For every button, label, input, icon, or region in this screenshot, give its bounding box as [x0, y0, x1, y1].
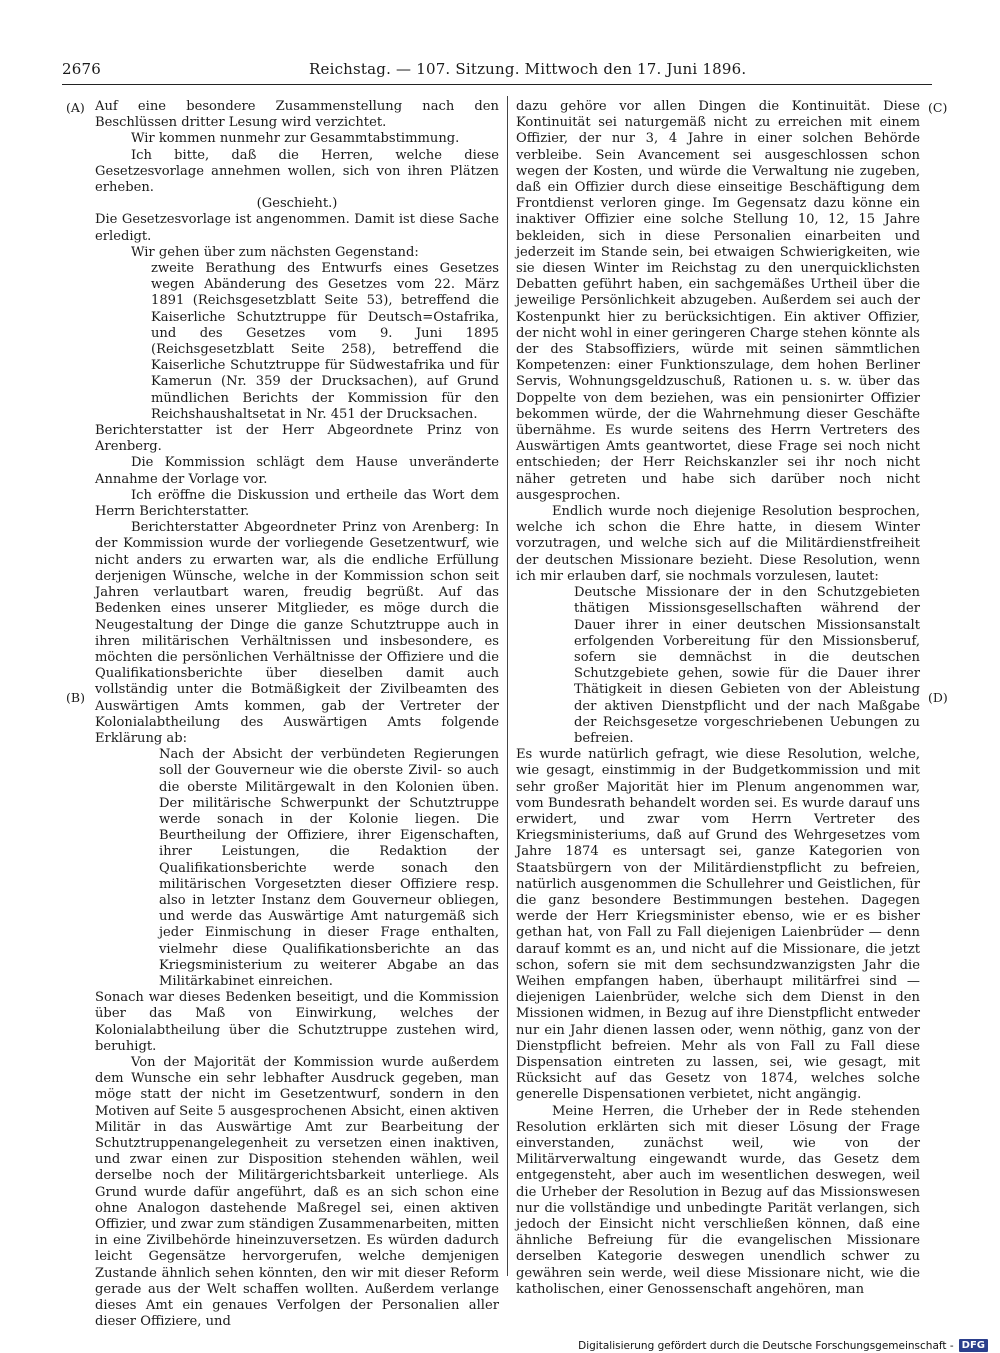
header-rule: [62, 84, 932, 85]
margin-mark-d: (D): [928, 690, 948, 705]
paragraph: Sonach war dieses Bedenken beseitigt, und die Kommission über das Maß von Einwirkung, welches der Kolonialabtheilung über die Schutztruppe zustehen wird, beruhigt.: [95, 990, 499, 1054]
page-header: [62, 58, 932, 80]
dfg-logo-icon: DFG: [959, 1339, 988, 1352]
paragraph: Berichterstatter ist der Herr Abgeordnete Prinz von Arenberg.: [95, 423, 499, 455]
paragraph: Es wurde natürlich gefragt, wie diese Resolution, welche, wie gesagt, einstimmig in der Budgetkommission und mit sehr großer Majorität hier im Plenum angenommen war, vom Bundesrath behandelt worden sei. Es wurde darauf uns erwidert, und zwar vom Herrn Vertreter des Kriegsministeriums, daß auf Grund des Wehrgesetzes vom Jahre 1874 es untersagt sei, ganze Kategorien von Staatsbürgern von der Militärdienstpflicht zu befreien, natürlich ausgenommen die Schullehrer und Geistlichen, für die ganz besondere Bestimmungen bestehen. Dagegen werde der Herr Kriegsminister ebenso, wie er es bisher gethan hat, von Fall zu Fall diejenigen Laienbrüder — denn darauf kommt es an, und nicht auf die Missionare, die jetzt schon, sofern sie mit dem sechsundzwanzigsten Jahr die Weihen empfangen haben, überhaupt militärfrei sind — diejenigen Laienbrüder, welche sich dem Dienst in den Missionen widmen, in Bezug auf ihre Dienstpflicht entweder nur ein Jahr dienen lassen oder, wenn nöthig, ganz von der Dienstpflicht befreien. Mehr als von Fall zu Fall diese Dispensation eintreten zu lassen, sei, wie gesagt, mit Rücksicht auf das Gesetz von 1874, welches solche generelle Dispensationen verbietet, nicht angängig.: [516, 747, 920, 1103]
quoted-resolution: Deutsche Missionare der in den Schutzgebieten thätigen Missionsgesellschaften während der Dauer ihrer in einer deutschen Missionsanstalt erfolgenden Vorbereitung für den Missionsberuf, sofern sie demnächst in die deutschen Schutzgebiete gehen, sowie für die Dauer ihrer Thätigkeit in diesen Gebieten von der Ableistung der aktiven Dienstpflicht und der nach Maßgabe der Reichsgesetze vorgeschriebenen Uebungen zu befreien.: [574, 585, 920, 746]
paragraph: Auf eine besondere Zusammenstellung nach den Beschlüssen dritter Lesung wird verzichtet.: [95, 99, 499, 131]
paragraph: Die Gesetzesvorlage ist angenommen. Damit ist diese Sache erledigt.: [95, 212, 499, 244]
digitization-footer: [578, 1339, 988, 1352]
page-number: 2676: [62, 60, 101, 78]
agenda-item: zweite Berathung des Entwurfs eines Gesetzes wegen Abänderung des Gesetzes vom 22. März 1891 (Reichsgesetzblatt Seite 53), betreffend die Kaiserliche Schutztruppe für Deutsch=Ostafrika, und des Gesetzes vom 9. Juni 1895 (Reichsgesetzblatt Seite 258), betreffend die Kaiserliche Schutztruppe für Südwestafrika und für Kamerun (Nr. 359 der Drucksachen), auf Grund mündlichen Berichts der Kommission für den Reichshaushaltsetat in Nr. 451 der Drucksachen.: [151, 261, 499, 422]
paragraph: Meine Herren, die Urheber der in Rede stehenden Resolution erklärten sich mit dieser Lösung der Frage einverstanden, zunächst weil, wie von der Militärverwaltung eingewandt wurde, das Gesetz dem entgegensteht, aber auch im wesentlichen deswegen, weil die Urheber der Resolution in Bezug auf das Missionswesen nur die vollständige und unbedingte Parität verlangen, sich jedoch der Einsicht nicht verschließen können, daß eine ähnliche Befreiung für die evangelischen Missionare derselben Kategorie deswegen unendlich schwer zu gewähren sein werde, weil diese Missionare nicht, wie die katholischen, einer Genossenschaft angehören, man: [516, 1103, 920, 1297]
paragraph: Ich eröffne die Diskussion und ertheile das Wort dem Herrn Berichterstatter.: [95, 487, 499, 520]
speech-paragraph: Berichterstatter Abgeordneter Prinz von Arenberg: In der Kommission wurde der vorliegende Gesetzentwurf, wie nicht anders zu erwarten war, als die endliche Erfüllung derjenigen Wünsche, welche in der Kommission schon seit Jahren verlautbart waren, freudig begrüßt. Auf das Bedenken eines unserer Mitglieder, es möge durch die Neugestaltung der Dinge die ganze Schutztruppe auch in ihren militärischen Verhältnissen und insbesondere, es möchten die persönlichen Verhältnisse der Offiziere und die Qualifikationsberichte über dieselben damit auch vollständig unter die Botmäßigkeit der Zivilbeamten des Auswärtigen Amts kommen, gab der Vertreter der Kolonialabtheilung des Auswärtigen Amts folgende Erklärung ab:: [95, 520, 499, 746]
paragraph: dazu gehöre vor allen Dingen die Kontinuität. Diese Kontinuität sei naturgemäß nicht zu erreichen mit einem Offizier, der nur 3, 4 Jahre in einer solchen Behörde verbleibe. Sein Avancement sei ausgeschlossen schon wegen der Kosten, und würde die Verwaltung nie zugeben, daß ein Offizier durch diese einseitige Beschäftigung dem Frontdienst verloren ginge. Im Gegensatz dazu könne ein inaktiver Offizier eine solche Stellung 10, 12, 15 Jahre bekleiden, sich in diese Personalien einarbeiten und jederzeit im Stande sein, bei etwaigen Schwierigkeiten, wie sie diesen Winter im Reichstag zu den unerquicklichsten Debatten geführt haben, ein sachgemäßes Urtheil über die jeweilige Persönlichkeit abzugeben. Außerdem sei auch der Kostenpunkt hier zu berücksichtigen. Ein aktiver Offizier, der nicht wohl in einer geringeren Charge stehen könnte als der des Stabsoffiziers, würde mit seinen sämmtlichen Kompetenzen: einer Funktionszulage, dem hohen Berliner Servis, Wohnungsgeldzuschuß, Rationen u. s. w. über das Doppelte von dem beziehen, was ein pensionirter Offizier bekommen würde, der die Wahrnehmung dieser Geschäfte übernähme. Es wurde seitens des Herrn Vertreters des Auswärtigen Amts geantwortet, diese Frage sei noch nicht entschieden; der Herr Reichskanzler sei ihr noch nicht näher getreten und habe sich darüber noch nicht ausgesprochen.: [516, 99, 920, 503]
running-title: Reichstag. — 107. Sitzung. Mittwoch den 17. Juni 1896.: [309, 60, 747, 78]
quoted-declaration: Nach der Absicht der verbündeten Regierungen soll der Gouverneur wie die oberste Zivil- so auch die oberste Militärgewalt in den Kolonien üben. Der militärische Schwerpunkt der Schutztruppe werde sonach in der Kolonie liegen. Die Beurtheilung der Offiziere, ihrer Eigenschaften, ihrer Leistungen, die Redaktion der Qualifikationsberichte werde sonach den militärischen Vorgesetzten dieser Offiziere resp. also in letzter Instanz dem Gouverneur obliegen, und werde das Auswärtige Amt naturgemäß sich jeder Einmischung in dieser Frage enthalten, vielmehr diese Qualifikationsberichte an das Kriegsministerium zu weiterer Abgabe an das Militärkabinet einreichen.: [159, 747, 499, 989]
paragraph: Wir gehen über zum nächsten Gegenstand:: [131, 244, 419, 260]
right-column: [516, 99, 920, 1298]
stage-direction: (Geschieht.): [256, 196, 338, 212]
column-divider: [507, 96, 508, 1276]
margin-mark-a: (A): [66, 100, 85, 115]
left-column: [95, 99, 499, 1330]
paragraph: Ich bitte, daß die Herren, welche diese Gesetzesvorlage annehmen wollen, sich von ihren Plätzen erheben.: [95, 147, 499, 196]
margin-mark-b: (B): [66, 690, 85, 705]
margin-mark-c: (C): [928, 100, 948, 115]
paragraph: Von der Majorität der Kommission wurde außerdem dem Wunsche ein sehr lebhafter Ausdruck gegeben, man möge statt der nicht im Gesetzentwurf, sondern in den Motiven auf Seite 5 ausgesprochenen Absicht, einen aktiven Militär in das Auswärtige Amt zur Bearbeitung der Schutztruppenangelegenheit zu versetzen einen inaktiven, und zwar einen zur Disposition stehenden wählen, weil derselbe noch der Militärgerichtsbarkeit unterliege. Als Grund wurde dafür angeführt, daß es an sich schon eine ohne Analogon dastehende Maßregel sei, einen aktiven Offizier, und zwar zum ständigen Zusammenarbeiten, mitten in eine Zivilbehörde hineinzuversetzen. Es würden dadurch leicht Gegensätze hervorgerufen, welche demjenigen Zustande ähnlich sehen könnten, den wir mit dieser Reform gerade aus der Welt schaffen wollten. Außerdem verlange dieses Amt ein genaues Verfolgen der Personalien aller dieser Offiziere, und: [95, 1054, 499, 1330]
footer-text: Digitalisierung gefördert durch die Deutsche Forschungsgemeinschaft -: [578, 1339, 954, 1352]
paragraph: Die Kommission schlägt dem Hause unveränderte Annahme der Vorlage vor.: [95, 455, 499, 487]
paragraph: Endlich wurde noch diejenige Resolution besprochen, welche ich schon die Ehre hatte, in diesem Winter vorzutragen, und welche sich auf die Militärdienstfreiheit der deutschen Missionare bezieht. Diese Resolution, wenn ich mir erlauben darf, sie nochmals vorzulesen, lautet:: [516, 504, 920, 584]
paragraph: Wir kommen nunmehr zur Gesammtabstimmung.: [131, 131, 460, 147]
